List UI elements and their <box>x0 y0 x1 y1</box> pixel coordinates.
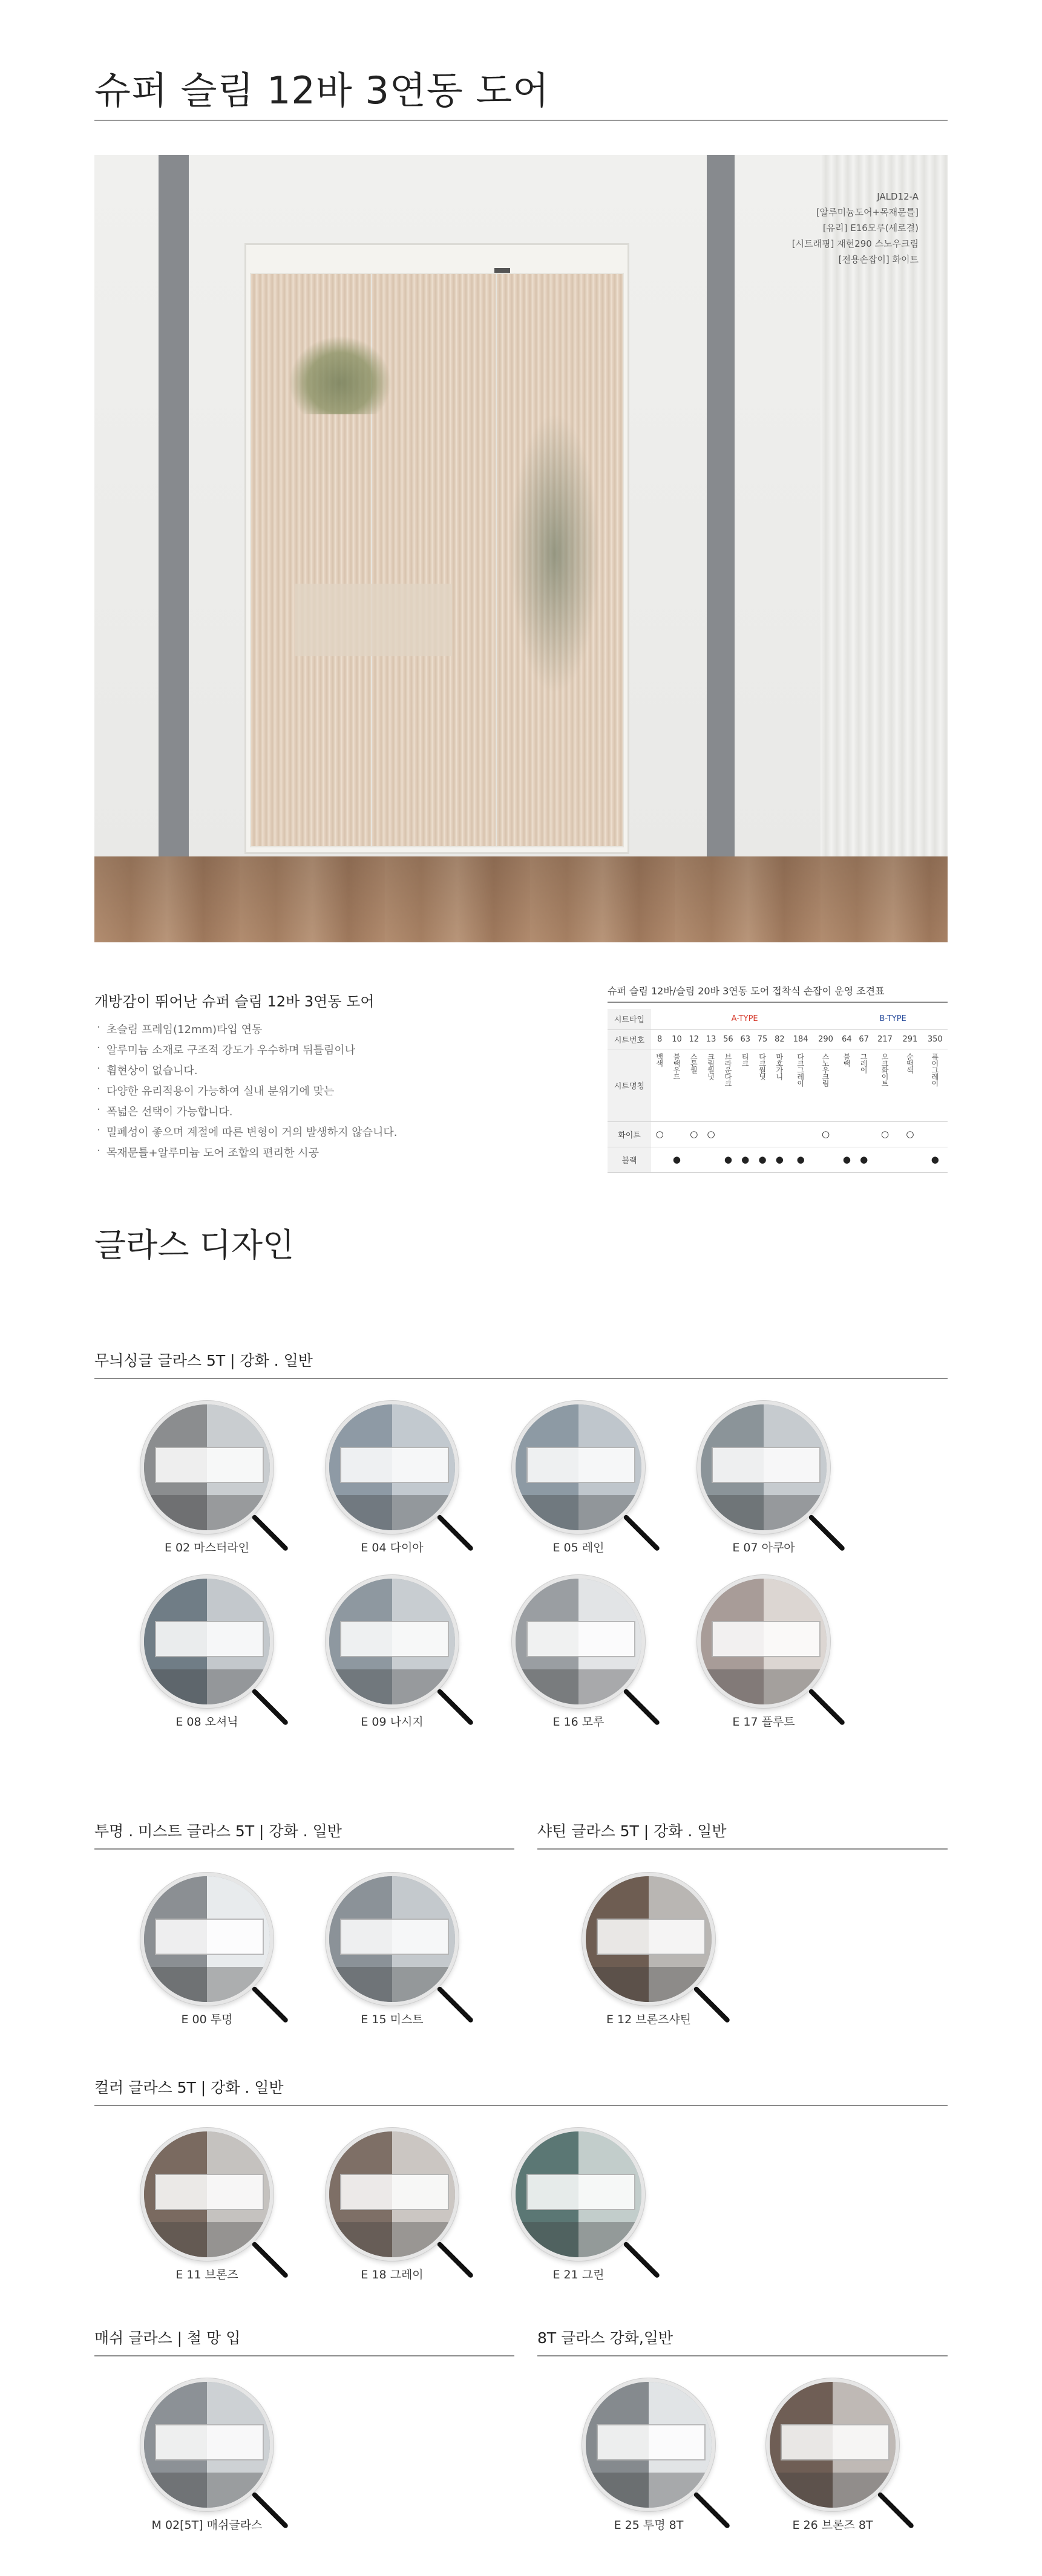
a-type-header: A-TYPE <box>651 1009 838 1029</box>
glass-label: E 18 그레이 <box>361 2268 424 2281</box>
sheet-name: 스톤월 <box>686 1049 703 1121</box>
white-handle-mark: ○ <box>703 1121 719 1147</box>
magnifier-icon <box>326 1873 459 2006</box>
magnifier-icon <box>582 2378 715 2511</box>
sheet-name: 블랙우드 <box>668 1049 685 1121</box>
black-handle-mark: ● <box>923 1147 948 1172</box>
glass-swatch-e12 <box>582 1873 733 2030</box>
row-label-name: 시트명칭 <box>608 1049 651 1121</box>
row-label-white: 화이트 <box>608 1121 651 1147</box>
black-handle-mark: ● <box>788 1147 813 1172</box>
glass-label: E 21 그린 <box>552 2268 605 2281</box>
sheet-number: 64 <box>838 1029 855 1049</box>
sheet-name: 크림월넛 <box>703 1049 719 1121</box>
black-handle-mark <box>873 1147 897 1172</box>
feature-item-cont: · 휨현상이 없습니다. <box>97 1061 397 1081</box>
magnifier-icon <box>326 1401 459 1534</box>
sheet-name: 마호가니 <box>771 1049 788 1121</box>
glass-swatch-e25 <box>582 2378 733 2535</box>
sheet-number: 184 <box>788 1029 813 1049</box>
sheet-name: 티크 <box>737 1049 754 1121</box>
white-handle-mark <box>788 1121 813 1147</box>
glass-label: E 12 브론즈샤틴 <box>606 2013 692 2026</box>
sheet-number: 8 <box>651 1029 668 1049</box>
black-handle-mark: ● <box>856 1147 873 1172</box>
glass-label: E 00 투명 <box>181 2013 233 2026</box>
glass-label: E 15 미스트 <box>361 2013 424 2026</box>
group-divider <box>94 2355 514 2356</box>
sheet-number: 75 <box>754 1029 771 1049</box>
glass-swatch-e00 <box>140 1873 292 2030</box>
glass-label: M 02[5T] 매쉬글라스 <box>151 2519 263 2532</box>
glass-swatch-e09 <box>326 1575 477 1732</box>
glass-label: E 11 브론즈 <box>175 2268 238 2281</box>
magnifier-icon <box>512 1401 645 1534</box>
glass-label: E 09 나시지 <box>361 1715 424 1729</box>
glass-swatch-e04 <box>326 1401 477 1558</box>
magnifier-icon <box>140 2378 274 2511</box>
white-handle-mark: ○ <box>873 1121 897 1147</box>
sheet-number: 67 <box>856 1029 873 1049</box>
glass-swatch-e02 <box>140 1401 292 1558</box>
black-handle-mark <box>897 1147 922 1172</box>
sheet-number: 291 <box>897 1029 922 1049</box>
glass-swatch-e18 <box>326 2128 477 2285</box>
spec-table <box>608 1009 948 1173</box>
sheet-number: 82 <box>771 1029 788 1049</box>
b-type-header: B-TYPE <box>838 1009 948 1029</box>
black-handle-mark <box>686 1147 703 1172</box>
group-divider <box>94 1378 948 1379</box>
glass-swatch-e17 <box>697 1575 848 1732</box>
white-handle-mark <box>668 1121 685 1147</box>
feature-item: · 밀폐성이 좋으며 계절에 따른 변형이 거의 발생하지 않습니다. <box>97 1123 397 1143</box>
glass-swatch-e26 <box>766 2378 917 2535</box>
group-title-mesh: 매쉬 글라스 | 철 망 입 <box>94 2329 241 2347</box>
hero-caption: JALD12-A [알루미늄도어+목재문틀] [유리] E16모루(세로결) [시트래핑] 재현290 스노우크림 [전용손잡이] 화이트 <box>791 191 919 265</box>
black-handle-mark <box>651 1147 668 1172</box>
sheet-number: 13 <box>703 1029 719 1049</box>
white-handle-mark <box>737 1121 754 1147</box>
sheet-number: 10 <box>668 1029 685 1049</box>
magnifier-icon <box>766 2378 899 2511</box>
sheet-name: 블랙 <box>838 1049 855 1121</box>
feature-item: · 목재문틀+알루미늄 도어 조합의 편리한 시공 <box>97 1143 397 1164</box>
sheet-number: 217 <box>873 1029 897 1049</box>
sheet-number: 350 <box>923 1029 948 1049</box>
sheet-name: 브라운다크 <box>719 1049 736 1121</box>
sheet-name: 다크그레이 <box>788 1049 813 1121</box>
group-title-8t: 8T 글라스 강화,일반 <box>537 2329 673 2347</box>
group-divider <box>537 2355 948 2356</box>
black-handle-mark: ● <box>771 1147 788 1172</box>
sheet-name: 백색 <box>651 1049 668 1121</box>
sheet-name: 다크월넛 <box>754 1049 771 1121</box>
magnifier-icon <box>140 2128 274 2261</box>
page-title: 슈퍼 슬림 12바 3연동 도어 <box>94 68 550 112</box>
feature-item: · 다양한 유리적용이 가능하여 실내 분위기에 맞는 <box>97 1081 397 1102</box>
feature-item-cont: · 폭넓은 선택이 가능합니다. <box>97 1102 397 1123</box>
row-label-black: 블랙 <box>608 1147 651 1172</box>
black-handle-mark: ● <box>838 1147 855 1172</box>
black-handle-mark <box>703 1147 719 1172</box>
black-handle-mark: ● <box>668 1147 685 1172</box>
group-divider <box>94 2105 948 2106</box>
magnifier-icon <box>697 1575 830 1708</box>
spec-table-title: 슈퍼 슬림 12바/슬림 20바 3연동 도어 접착식 손잡이 운영 조견표 <box>608 985 885 997</box>
white-handle-mark: ○ <box>897 1121 922 1147</box>
feature-item: · 알루미늄 소재로 구조적 강도가 우수하며 뒤틀림이나 <box>97 1040 397 1061</box>
sheet-number: 290 <box>813 1029 838 1049</box>
glass-swatch-m02 <box>140 2378 292 2535</box>
group-title-satin: 샤틴 글라스 5T | 강화 . 일반 <box>537 1822 727 1840</box>
magnifier-icon <box>140 1575 274 1708</box>
glass-label: E 26 브론즈 8T <box>792 2519 873 2532</box>
white-handle-mark <box>923 1121 948 1147</box>
glass-label: E 05 레인 <box>552 1541 605 1554</box>
magnifier-icon <box>582 1873 715 2006</box>
row-label-number: 시트번호 <box>608 1029 651 1049</box>
title-divider <box>94 120 948 121</box>
spec-table-divider <box>608 1002 948 1003</box>
glass-swatch-e05 <box>512 1401 663 1558</box>
row-label-type: 시트타입 <box>608 1009 651 1029</box>
glass-label: E 17 플루트 <box>732 1715 795 1729</box>
magnifier-icon <box>140 1401 274 1534</box>
sheet-name: 순백색 <box>897 1049 922 1121</box>
group-title-pattern: 무늬싱글 글라스 5T | 강화 . 일반 <box>94 1352 313 1369</box>
black-handle-mark: ● <box>754 1147 771 1172</box>
glass-section-title: 글라스 디자인 <box>94 1226 295 1264</box>
magnifier-icon <box>326 2128 459 2261</box>
glass-swatch-e07 <box>697 1401 848 1558</box>
sheet-number: 56 <box>719 1029 736 1049</box>
features-list <box>97 1020 397 1164</box>
white-handle-mark <box>719 1121 736 1147</box>
glass-label: E 25 투명 8T <box>614 2519 684 2532</box>
white-handle-mark: ○ <box>813 1121 838 1147</box>
feature-item: · 초슬림 프레임(12mm)타입 연동 <box>97 1020 397 1040</box>
group-divider <box>94 1848 514 1850</box>
glass-label: E 04 다이아 <box>361 1541 424 1554</box>
sheet-name: 오크화이트 <box>873 1049 897 1121</box>
group-divider <box>537 1848 948 1850</box>
group-title-clear: 투명 . 미스트 글라스 5T | 강화 . 일반 <box>94 1822 342 1840</box>
magnifier-icon <box>512 2128 645 2261</box>
magnifier-icon <box>697 1401 830 1534</box>
white-handle-mark <box>771 1121 788 1147</box>
magnifier-icon <box>326 1575 459 1708</box>
white-handle-mark: ○ <box>651 1121 668 1147</box>
glass-label: E 07 아쿠아 <box>732 1541 795 1554</box>
hero-door-photo <box>94 155 948 942</box>
black-handle-mark: ● <box>719 1147 736 1172</box>
group-title-color: 컬러 글라스 5T | 강화 . 일반 <box>94 2079 284 2096</box>
magnifier-icon <box>140 1873 274 2006</box>
black-handle-mark: ● <box>737 1147 754 1172</box>
white-handle-mark <box>856 1121 873 1147</box>
glass-swatch-e15 <box>326 1873 477 2030</box>
glass-swatch-e08 <box>140 1575 292 1732</box>
sheet-number: 12 <box>686 1029 703 1049</box>
sheet-number: 63 <box>737 1029 754 1049</box>
magnifier-icon <box>512 1575 645 1708</box>
white-handle-mark <box>838 1121 855 1147</box>
glass-label: E 16 모루 <box>552 1715 605 1729</box>
glass-label: E 02 마스터라인 <box>164 1541 250 1554</box>
sheet-name: 스노우크림 <box>813 1049 838 1121</box>
glass-swatch-e21 <box>512 2128 663 2285</box>
white-handle-mark: ○ <box>686 1121 703 1147</box>
glass-swatch-e11 <box>140 2128 292 2285</box>
white-handle-mark <box>754 1121 771 1147</box>
glass-swatch-e16 <box>512 1575 663 1732</box>
glass-label: E 08 오셔닉 <box>175 1715 238 1729</box>
sheet-name: 그레이 <box>856 1049 873 1121</box>
sheet-name: 퓨어그레이 <box>923 1049 948 1121</box>
features-title: 개방감이 뛰어난 슈퍼 슬림 12바 3연동 도어 <box>94 993 375 1010</box>
black-handle-mark <box>813 1147 838 1172</box>
